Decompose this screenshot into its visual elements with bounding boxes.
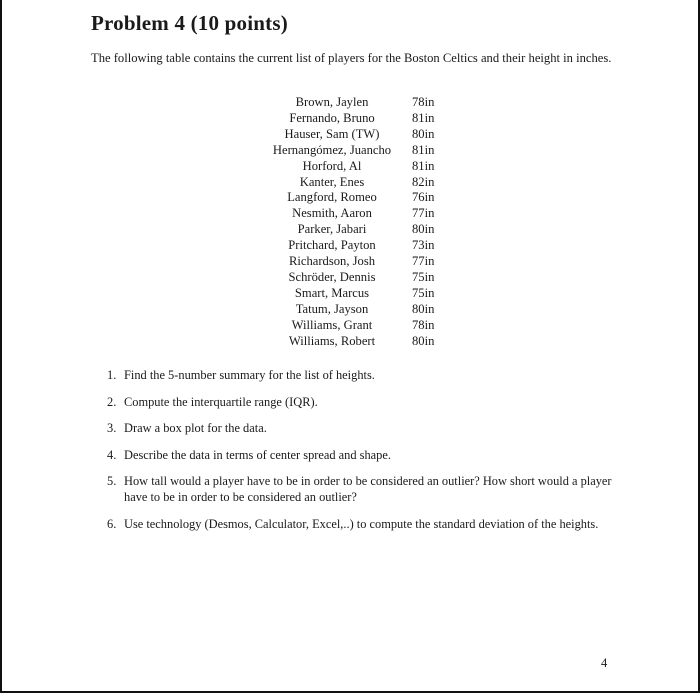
player-name: Williams, Grant (291, 317, 373, 332)
player-height: 81in (412, 158, 435, 173)
player-height: 80in (412, 126, 435, 141)
page-border-left (0, 0, 2, 693)
table-row (262, 222, 452, 238)
player-height: 76in (412, 190, 435, 205)
player-name: Langford, Romeo (287, 190, 377, 205)
question-number: 4. (107, 447, 117, 462)
player-name: Brown, Jaylen (295, 95, 369, 109)
problem-title: Problem 4 (10 points) (91, 11, 288, 35)
player-name: Hauser, Sam (TW) (284, 126, 380, 141)
player-height: 80in (412, 301, 435, 316)
table-row (262, 159, 452, 175)
page-number: 4 (601, 656, 608, 670)
question-text: How tall would a player have to be in order to be considered an outlier? How short would a player have to be in order to be considered an outlier? (124, 474, 612, 504)
player-name: Hernangómez, Juancho (272, 142, 392, 157)
player-name: Kanter, Enes (299, 174, 365, 189)
table-row (262, 302, 452, 318)
table-row (262, 238, 452, 254)
player-height: 78in (412, 317, 435, 332)
table-row (262, 175, 452, 191)
question-number: 2. (107, 394, 117, 409)
table-row (262, 206, 452, 222)
player-name: Williams, Robert (288, 333, 376, 348)
question-text: Draw a box plot for the data. (124, 421, 267, 435)
question-item (107, 394, 617, 410)
question-number: 6. (107, 516, 117, 531)
question-number: 3. (107, 421, 117, 435)
player-name: Parker, Jabari (297, 222, 367, 237)
question-number: 1. (107, 368, 117, 382)
roster-table (262, 95, 452, 350)
question-number: 5. (107, 474, 117, 488)
player-height: 82in (412, 174, 435, 189)
question-text: Find the 5-number summary for the list of heights. (124, 368, 375, 382)
player-name: Tatum, Jayson (295, 301, 369, 316)
player-height: 75in (412, 285, 435, 300)
table-row (262, 190, 452, 206)
player-name: Horford, Al (302, 158, 362, 173)
question-item (107, 367, 617, 383)
player-height: 77in (412, 254, 435, 269)
table-row (262, 286, 452, 302)
intro-paragraph: The following table contains the current list of players for the Boston Celtics and their height in inches. (91, 51, 612, 65)
player-height: 80in (412, 222, 435, 237)
table-row (262, 111, 452, 127)
player-height: 81in (412, 110, 435, 125)
table-row (262, 143, 452, 159)
table-row (262, 334, 452, 350)
table-row (262, 270, 452, 286)
table-row (262, 95, 452, 111)
question-item (107, 420, 617, 436)
player-height: 77in (412, 206, 435, 221)
table-row (262, 127, 452, 143)
player-height: 80in (412, 333, 435, 348)
player-height: 81in (412, 142, 435, 157)
player-name: Pritchard, Payton (288, 238, 376, 253)
table-row (262, 318, 452, 334)
player-name: Schröder, Dennis (288, 269, 376, 284)
player-name: Richardson, Josh (288, 254, 376, 269)
question-text: Use technology (Desmos, Calculator, Excel,..) to compute the standard deviation of the heights. (124, 516, 599, 531)
question-list (107, 367, 617, 542)
question-item (107, 473, 617, 505)
question-item (107, 516, 617, 532)
player-name: Nesmith, Aaron (292, 206, 372, 221)
player-height: 75in (412, 269, 435, 284)
question-item (107, 447, 617, 463)
question-text: Describe the data in terms of center spread and shape. (124, 447, 391, 462)
table-row (262, 254, 452, 270)
player-name: Smart, Marcus (294, 285, 370, 300)
question-text: Compute the interquartile range (IQR). (124, 394, 318, 409)
player-height: 78in (412, 95, 435, 109)
player-height: 73in (412, 238, 435, 253)
player-name: Fernando, Bruno (289, 110, 375, 125)
